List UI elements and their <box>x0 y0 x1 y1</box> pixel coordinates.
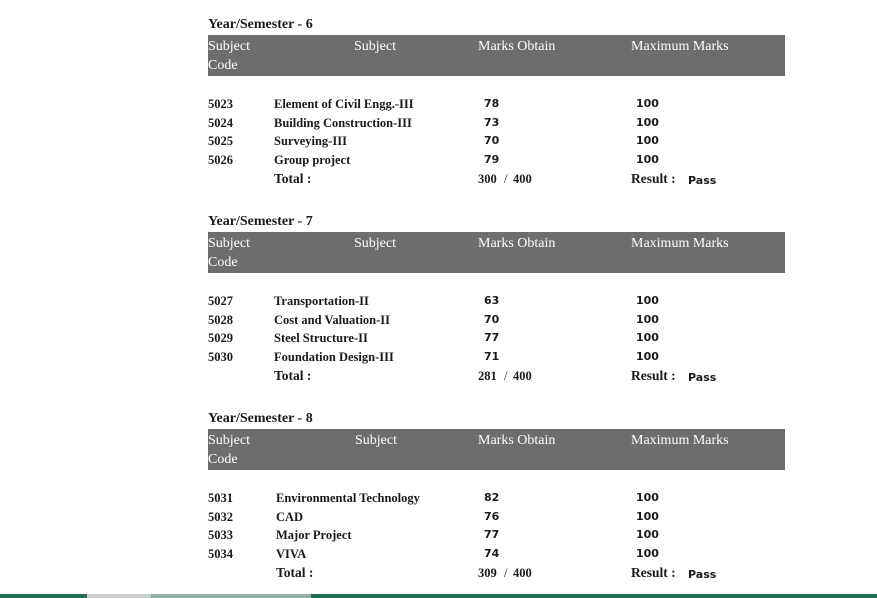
header-subject-code: Subject Code <box>208 39 250 73</box>
subject-code: 5025 <box>208 134 233 148</box>
table-row <box>208 489 785 508</box>
total-separator: / <box>504 172 508 186</box>
header-maximum-marks: Maximum Marks <box>631 433 729 448</box>
header-subject: Subject <box>355 433 397 448</box>
subject-code: 5030 <box>208 349 233 364</box>
taskbar-tab[interactable] <box>151 594 311 598</box>
subject-name: Major Project <box>276 528 352 542</box>
result-value: Pass <box>688 174 717 187</box>
result-label: Result : <box>631 171 676 186</box>
marks-obtained: 71 <box>484 349 500 363</box>
subject-name: Surveying-III <box>274 134 347 148</box>
subject-name: Transportation-II <box>274 294 369 308</box>
subject-code: 5031 <box>208 491 233 505</box>
marks-obtained: 74 <box>484 546 500 560</box>
header-maximum-marks: Maximum Marks <box>631 39 729 54</box>
table-header <box>208 232 785 273</box>
result-value: Pass <box>688 568 717 581</box>
subject-code: 5026 <box>208 152 233 167</box>
subject-code: 5034 <box>208 546 233 561</box>
subject-name: Element of Civil Engg.-III <box>274 97 414 111</box>
subject-name: Environmental Technology <box>276 491 420 505</box>
table-header <box>208 35 785 76</box>
marks-obtained: 63 <box>484 294 500 307</box>
maximum-marks: 100 <box>636 528 659 541</box>
maximum-marks: 100 <box>636 134 659 147</box>
subject-code: 5023 <box>208 97 233 111</box>
marks-obtained: 78 <box>484 97 500 110</box>
subject-code: 5028 <box>208 312 233 327</box>
semester-block-7 <box>208 212 785 386</box>
total-label: Total : <box>276 565 314 580</box>
semester-block-8 <box>208 409 785 583</box>
total-obtained: 309 <box>478 566 497 580</box>
maximum-marks: 100 <box>636 491 659 504</box>
total-maximum: 400 <box>513 369 532 383</box>
total-separator: / <box>504 369 508 383</box>
table-row <box>208 508 785 527</box>
semester-title: Year/Semester - 8 <box>208 411 313 426</box>
taskbar-strip <box>0 594 877 598</box>
marks-obtained: 76 <box>484 509 500 523</box>
subject-name: Foundation Design-III <box>274 349 394 364</box>
maximum-marks: 100 <box>636 546 659 560</box>
table-header <box>208 429 785 470</box>
subject-name: Building Construction-III <box>274 115 412 130</box>
marks-obtained: 82 <box>484 491 500 504</box>
table-row <box>208 526 785 545</box>
table-row <box>208 132 785 151</box>
result-label: Result : <box>631 565 676 580</box>
header-subject: Subject <box>354 236 396 251</box>
marks-obtained: 70 <box>484 312 500 326</box>
total-row <box>208 563 785 583</box>
table-row <box>208 545 785 564</box>
subject-name: CAD <box>276 509 304 524</box>
header-subject-code: Subject Code <box>208 236 250 270</box>
total-label: Total : <box>274 368 312 383</box>
subject-code: 5032 <box>208 509 233 524</box>
total-maximum: 400 <box>513 566 532 580</box>
subject-name: Cost and Valuation-II <box>274 312 391 327</box>
marks-rows <box>208 292 785 386</box>
total-label: Total : <box>274 171 312 186</box>
header-subject: Subject <box>354 39 396 54</box>
table-row <box>208 292 785 311</box>
header-maximum-marks: Maximum Marks <box>631 236 729 251</box>
header-marks-obtain: Marks Obtain <box>478 236 556 251</box>
total-row <box>208 169 785 189</box>
taskbar-tab[interactable] <box>87 594 151 598</box>
subject-name: Steel Structure-II <box>274 331 368 345</box>
table-row <box>208 114 785 133</box>
marks-obtained: 77 <box>484 528 500 541</box>
marks-rows <box>208 489 785 583</box>
maximum-marks: 100 <box>636 349 659 363</box>
maximum-marks: 100 <box>636 115 659 129</box>
total-separator: / <box>504 566 508 580</box>
maximum-marks: 100 <box>636 331 659 344</box>
semester-block-6 <box>208 15 785 189</box>
marks-obtained: 73 <box>484 115 500 129</box>
marks-obtained: 70 <box>484 134 500 147</box>
table-row <box>208 151 785 170</box>
subject-code: 5029 <box>208 331 233 345</box>
maximum-marks: 100 <box>636 509 659 523</box>
marks-rows <box>208 95 785 189</box>
total-obtained: 281 <box>478 369 497 383</box>
maximum-marks: 100 <box>636 312 659 326</box>
maximum-marks: 100 <box>636 152 659 166</box>
semester-title: Year/Semester - 7 <box>208 214 313 229</box>
subject-name: Group project <box>274 152 351 167</box>
semester-title: Year/Semester - 6 <box>208 17 313 32</box>
subject-name: VIVA <box>276 546 307 561</box>
table-row <box>208 348 785 367</box>
header-marks-obtain: Marks Obtain <box>478 39 556 54</box>
maximum-marks: 100 <box>636 294 659 307</box>
result-label: Result : <box>631 368 676 383</box>
total-row <box>208 366 785 386</box>
result-value: Pass <box>688 371 717 384</box>
table-row <box>208 329 785 348</box>
subject-code: 5024 <box>208 115 233 130</box>
total-obtained: 300 <box>478 172 497 186</box>
maximum-marks: 100 <box>636 97 659 110</box>
subject-code: 5033 <box>208 528 233 542</box>
header-marks-obtain: Marks Obtain <box>478 433 556 448</box>
subject-code: 5027 <box>208 294 233 308</box>
table-row <box>208 311 785 330</box>
total-maximum: 400 <box>513 172 532 186</box>
marks-obtained: 79 <box>484 152 500 166</box>
marks-obtained: 77 <box>484 331 500 344</box>
table-row <box>208 95 785 114</box>
header-subject-code: Subject Code <box>208 433 250 467</box>
